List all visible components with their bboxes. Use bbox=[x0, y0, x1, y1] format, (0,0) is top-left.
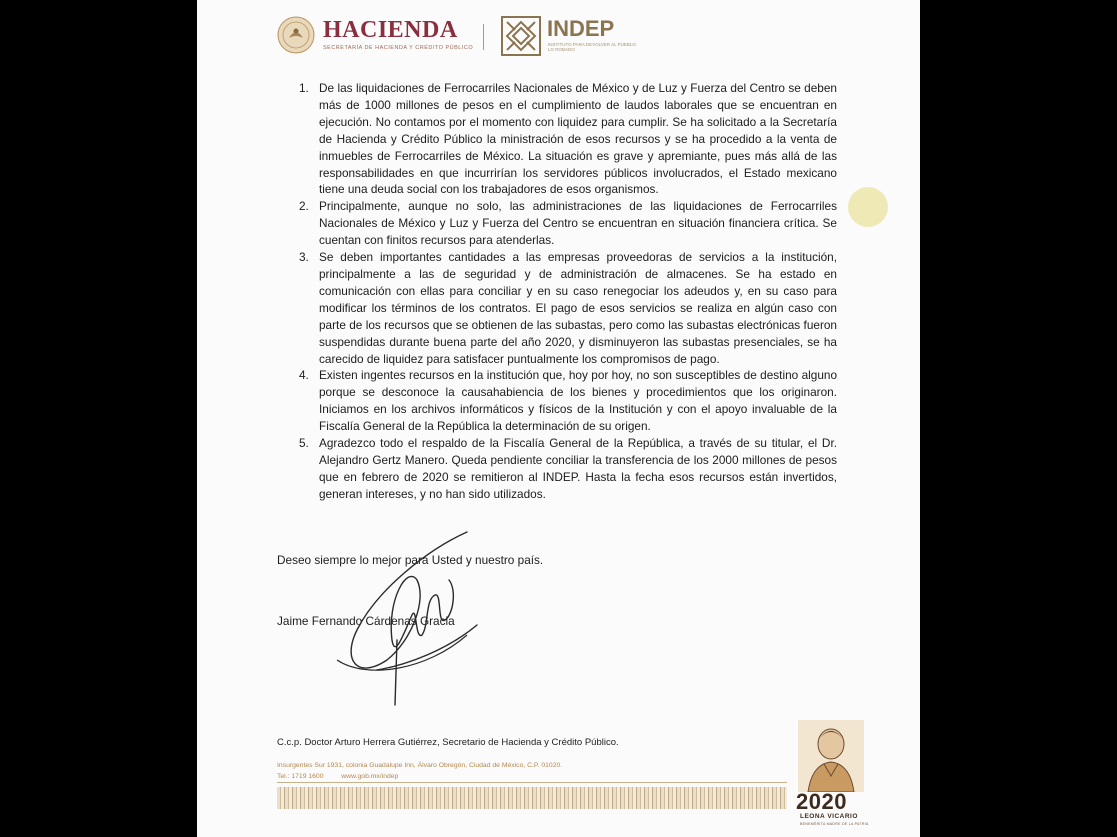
item-text: Se deben importantes cantidades a las empresas proveedoras de servicios a la institución, principalmente a las de seguridad y de administración de almacenes. Se ha estado en comunicación con ellas para conciliar y en su caso renegociar los adeudos y, en su caso para modificar los términos de los contratos. El pago de esos servicios se realiza en algún caso con parte de los recursos que se obtienen de las subastas, pero como las subastas electrónicas fueron suspendidas durante buena parte del año 2020, y disminuyeron las subastas presenciales, se ha carecido de liquidez para satisfacer puntualmente los compromisos de pago. bbox=[319, 250, 837, 366]
item-text: Agradezco todo el respaldo de la Fiscalía General de la República, a través de su titular, el Dr. Alejandro Gertz Manero. Queda pendiente conciliar la transferencia de los 2000 millones de pesos que en febrero de 2020 se remitieron al INDEP. Hasta la fecha esos recursos están invertidos, generan intereses, y no han sido utilizados. bbox=[319, 436, 837, 501]
numbered-points bbox=[277, 80, 837, 503]
address-line: Insurgentes Sur 1931, colonia Guadalupe Inn, Álvaro Obregón, Ciudad de México, C.P. 01020. bbox=[277, 762, 563, 769]
seal-stamp-icon bbox=[848, 187, 888, 227]
closing-line: Deseo siempre lo mejor para Usted y nuestro país. bbox=[277, 553, 544, 567]
list-item bbox=[277, 249, 837, 367]
item-text: Existen ingentes recursos en la institución que, hoy por hoy, no son susceptibles de destino alguno porque se desconoce la causahabiencia de los bienes y procedimientos que los originaron. Iniciamos en los archivos informáticos y físicos de la Institución y con el apoyo invaluable de la Fiscalía General de la República la determinación de su origen. bbox=[319, 368, 837, 434]
leona-vicario-title: LEONA VICARIO bbox=[800, 813, 858, 820]
item-text: De las liquidaciones de Ferrocarriles Nacionales de México y de Luz y Fuerza del Centro se deben más de 1000 millones de pesos en el cumplimiento de laudos laborales que se encuentran en ejecución. No contamos por el momento con liquidez para cumplir. Se ha solicitado a la Secretaría de Hacienda y Crédito Público la ministración de esos recursos y se ha procedido a la venta de inmuebles de Ferrocarriles de México. La situación es grave y apremiante, pues más allá de las responsabilidades en que incurrirían los servidores públicos involucrados, el Estado mexicano tiene una deuda social con los trabajadores de esos organismos. bbox=[319, 81, 837, 197]
national-seal-icon bbox=[277, 16, 315, 54]
indep-logo-icon bbox=[501, 16, 541, 56]
list-item bbox=[277, 435, 837, 503]
item-text: Principalmente, aunque no solo, las administraciones de las liquidaciones de Ferrocarriles Nacionales de México y Luz y Fuerza del Centro se encuentran en situación financiera crítica. Se cuentan con finitos recursos para atenderlas. bbox=[319, 199, 837, 248]
footer-divider bbox=[277, 782, 787, 783]
contact-line bbox=[277, 771, 562, 782]
carbon-copy-line: C.c.p. Doctor Arturo Herrera Gutiérrez, Secretario de Hacienda y Crédito Público. bbox=[277, 737, 619, 748]
item-number: 5. bbox=[299, 436, 309, 451]
list-item bbox=[277, 198, 837, 249]
list-item bbox=[277, 367, 837, 435]
footer-address bbox=[277, 760, 562, 782]
list-item bbox=[277, 80, 837, 198]
hacienda-subtitle: SECRETARÍA DE HACIENDA Y CRÉDITO PÚBLICO bbox=[323, 45, 474, 51]
item-number: 4. bbox=[299, 368, 309, 383]
letter-page bbox=[197, 0, 920, 837]
header-divider bbox=[483, 24, 484, 50]
signer-name: Jaime Fernando Cárdenas Gracia bbox=[277, 614, 455, 628]
indep-subtitle: INSTITUTO PARA DEVOLVER AL PUEBLO LO ROBADO bbox=[548, 42, 636, 52]
item-number: 3. bbox=[299, 250, 309, 265]
indep-title: INDEP bbox=[547, 16, 615, 41]
website-link[interactable]: www.gob.mx/indep bbox=[341, 773, 399, 780]
footer-ornament-band bbox=[277, 787, 787, 809]
hacienda-title: HACIENDA bbox=[323, 17, 458, 43]
phone: Tel.: 1719 1600 bbox=[277, 773, 324, 780]
leona-vicario-subtitle: BENEMÉRITA MADRE DE LA PATRIA bbox=[800, 822, 869, 826]
leona-vicario-portrait bbox=[798, 720, 864, 792]
letterhead bbox=[277, 14, 677, 58]
commemorative-year: 2020 bbox=[796, 789, 847, 814]
item-number: 1. bbox=[299, 81, 309, 95]
item-number: 2. bbox=[299, 199, 309, 214]
handwritten-signature bbox=[317, 520, 487, 710]
